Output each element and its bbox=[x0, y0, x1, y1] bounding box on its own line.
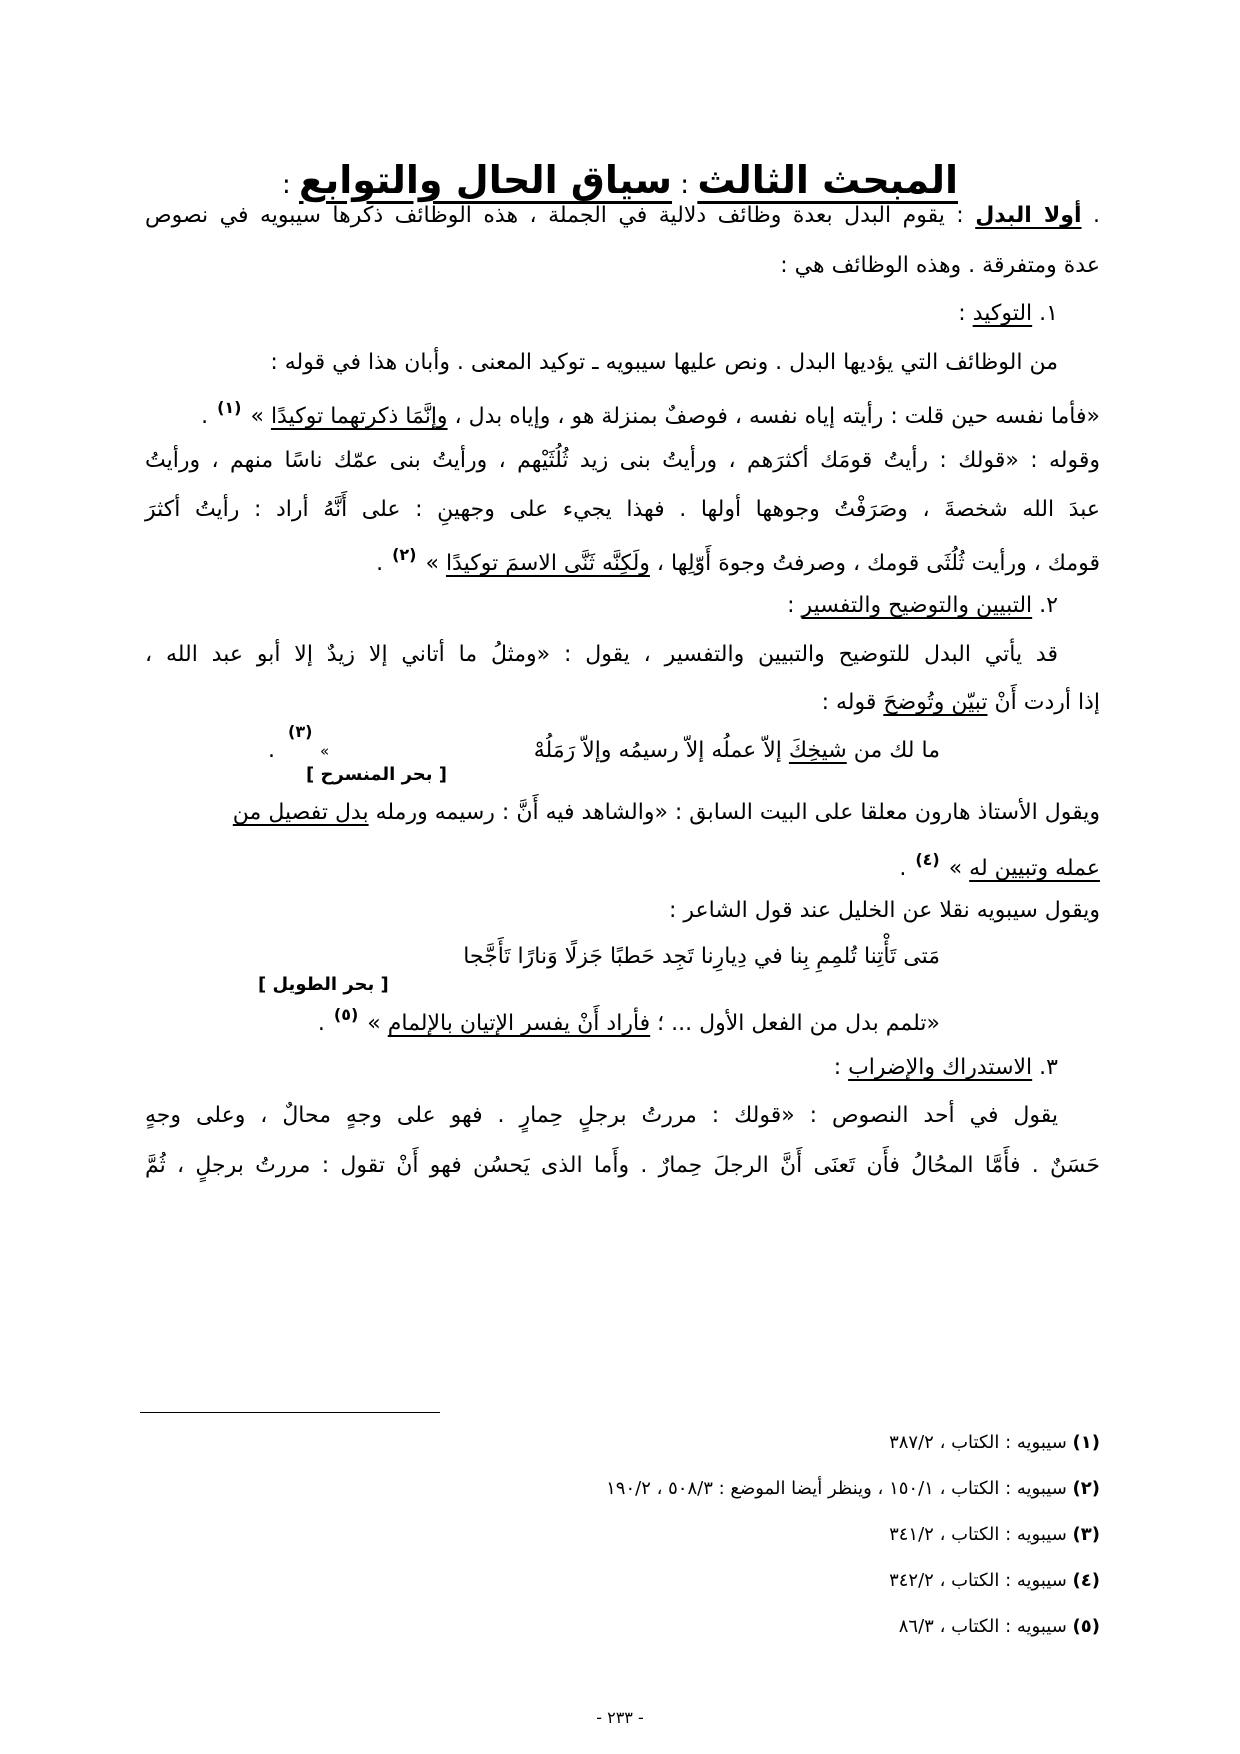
footnote-ref-1: (١) bbox=[217, 398, 242, 417]
footnote-1-number: (١) bbox=[1072, 1432, 1100, 1453]
l05-quote: » bbox=[243, 404, 271, 429]
l01-dot: . bbox=[1081, 203, 1100, 228]
l11-underlined: تبيّن وتُوضحَ bbox=[883, 690, 988, 715]
item-1-title: التوكيد bbox=[972, 301, 1033, 326]
footnote-3 bbox=[889, 1524, 1100, 1545]
heading-sep: : bbox=[672, 170, 698, 200]
section-heading bbox=[0, 158, 1240, 202]
l08-quote: » bbox=[418, 551, 446, 576]
line-01 bbox=[145, 203, 1100, 229]
l05-dot: . bbox=[201, 404, 216, 429]
footnote-3-number: (٣) bbox=[1072, 1524, 1100, 1545]
line-11 bbox=[145, 690, 1100, 716]
l15-underlined: فأراد أَنْ يفسر الإتيان بالإلمام bbox=[387, 1011, 651, 1036]
line-05 bbox=[145, 398, 1100, 430]
footnote-5-number: (٥) bbox=[1072, 1616, 1100, 1637]
l13-quote: » bbox=[941, 856, 970, 881]
item-1-colon: : bbox=[958, 301, 973, 326]
line-10: قد يأتي البدل للتوضيح والتبيين والتفسير ، يقول : «ومثلُ ما أتاني إلا زيدٌ إلا أبو عبد الله ، bbox=[145, 642, 1058, 667]
footnote-ref-5: (٥) bbox=[333, 1005, 359, 1024]
footnote-5-text: سيبويه : الكتاب ، ٨٦/٣ bbox=[898, 1616, 1073, 1637]
page-number: - ٢٣٣ - bbox=[596, 1708, 644, 1727]
verse-1-underlined: شيخِكَ bbox=[788, 738, 847, 763]
footnote-4-text: سيبويه : الكتاب ، ٣٤٢/٢ bbox=[889, 1570, 1073, 1591]
line-04: من الوظائف التي يؤديها البدل . ونص عليها سيبويه ـ توكيد المعنى . وأبان هذا في قوله : bbox=[270, 350, 1058, 375]
line-15 bbox=[145, 1005, 940, 1037]
verse-1-text-a: ما لك من bbox=[846, 738, 940, 763]
verse-1-meter: [ بحر المنسرح ] bbox=[306, 764, 448, 785]
line-08 bbox=[145, 545, 1100, 577]
item-2-number: ٢. bbox=[1032, 593, 1058, 618]
line-02: عدة ومتفرقة . وهذه الوظائف هي : bbox=[780, 253, 1100, 278]
l15-text: «تلمم بدل من الفعل الأول ... ؛ bbox=[650, 1011, 940, 1036]
heading-prefix: المبحث الثالث bbox=[697, 158, 959, 202]
subsection-title-badal: أولا البدل bbox=[975, 203, 1082, 228]
line-14: ويقول سيبويه نقلا عن الخليل عند قول الشاعر : bbox=[668, 898, 1100, 923]
footnote-2-number: (٢) bbox=[1072, 1478, 1100, 1499]
l13-dot: . bbox=[899, 856, 914, 881]
footnote-4 bbox=[889, 1570, 1100, 1591]
footnote-1-text: سيبويه : الكتاب ، ٣٨٧/٢ bbox=[889, 1432, 1073, 1453]
verse-1 bbox=[534, 738, 940, 763]
verse-1-text-b: إلاّ عملُه إلاّ رسيمُه وإلاّ رَمَلُهْ bbox=[533, 738, 789, 763]
footnote-2 bbox=[606, 1478, 1100, 1499]
footnote-2-text: سيبويه : الكتاب ، ١٥٠/١ ، وينظر أيضا الموضع : ٥٠٨/٣ ، ١٩٠/٢ bbox=[606, 1478, 1073, 1499]
line-07: عبدَ الله شخصةَ ، وصَرَفْتُ وجوهها أولها . فهذا يجيء على وجهينِ : على أَنَّهُ أراد : رأيتُ أكثرَ bbox=[145, 497, 1100, 522]
footnote-ref-3: (٣) bbox=[288, 722, 313, 741]
l01-text: : يقوم البدل بعدة وظائف دلالية في الجملة ، هذه الوظائف ذكرها سيبويه في نصوص bbox=[145, 203, 976, 228]
heading-suffix: : bbox=[281, 170, 299, 200]
l08-dot: . bbox=[376, 551, 391, 576]
l15-dot: . bbox=[317, 1011, 332, 1036]
line-13 bbox=[145, 850, 1100, 882]
l13-underlined: عمله وتبيين له bbox=[969, 856, 1100, 881]
line-18: حَسَنٌ . فأَمَّا المحُالُ فأَن تَعنَى أَنَّ الرجلَ حِمارٌ . وأَما الذى يَحسُن فهو أَنْ تقول : مررتُ برجلٍ ، ثُمَّ bbox=[145, 1153, 1100, 1178]
item-2-colon: : bbox=[787, 593, 802, 618]
item-1-heading bbox=[103, 301, 1058, 327]
item-3-colon: : bbox=[833, 1055, 849, 1080]
footnote-5 bbox=[899, 1616, 1100, 1637]
item-3-number: ٣. bbox=[1032, 1055, 1058, 1080]
l05-text: «فأما نفسه حين قلت : رأيته إياه نفسه ، فوصفٌ بمنزلة هو ، وإياه بدل ، bbox=[447, 404, 1100, 429]
verse-2-meter: [ بحر الطويل ] bbox=[258, 974, 389, 995]
l15-quote: » bbox=[360, 1011, 388, 1036]
line-06: وقوله : «قولك : رأيتُ قومَك أكثرَهم ، ورأيتُ بنى زيد ثُلُثَيْهم ، ورأيتُ بنى عمّك ناسًا منهم ، ورأيتُ bbox=[145, 448, 1100, 473]
verse-1-dot: . bbox=[268, 738, 275, 763]
footnote-1 bbox=[889, 1432, 1100, 1453]
l12-underlined: بدل تفصيل من bbox=[232, 800, 369, 825]
footnote-ref-4: (٤) bbox=[915, 850, 940, 869]
item-2-title: التبيين والتوضيح والتفسير bbox=[801, 593, 1033, 618]
l12-text: ويقول الأستاذ هارون معلقا على البيت السابق : «والشاهد فيه أَنَّ : رسيمه ورمله bbox=[368, 800, 1100, 825]
l05-underlined: وإنَّمَا ذكرتهما توكيدًا bbox=[270, 404, 448, 429]
line-17: يقول في أحد النصوص : «قولك : مررتُ برجلٍ حِمارٍ . فهو على وجهٍ محالٌ ، وعلى وجهٍ bbox=[145, 1103, 1058, 1128]
l08-text: قومك ، ورأيت ثُلُثَى قومك ، وصرفتُ وجوهَ أَوّلِها ، bbox=[649, 551, 1100, 576]
item-3-title: الاستدراك والإضراب bbox=[848, 1055, 1033, 1080]
item-2-heading bbox=[103, 593, 1058, 619]
line-12 bbox=[145, 800, 1100, 826]
footnote-4-number: (٤) bbox=[1072, 1570, 1100, 1591]
footnote-ref-2: (٢) bbox=[392, 545, 417, 564]
verse-1-quote: » bbox=[320, 742, 330, 760]
footnote-3-text: سيبويه : الكتاب ، ٣٤١/٢ bbox=[889, 1524, 1073, 1545]
footnote-separator bbox=[140, 1412, 440, 1413]
item-1-number: ١. bbox=[1032, 301, 1058, 326]
l11-colon: قوله : bbox=[821, 690, 884, 715]
l11-text: إذا أردت أَنْ bbox=[987, 690, 1100, 715]
l08-underlined: ولَكِنَّه ثَنَّى الاسمَ توكيدًا bbox=[445, 551, 650, 576]
item-3-heading bbox=[103, 1055, 1058, 1081]
heading-main: سياق الحال والتوابع bbox=[299, 158, 673, 202]
verse-2: مَتى تَأْتِنا تُلمِمِ بِنا في دِيارِنا تَجِد حَطبًا جَزلًا وَنارًا تَأَجَّجا bbox=[463, 944, 940, 969]
